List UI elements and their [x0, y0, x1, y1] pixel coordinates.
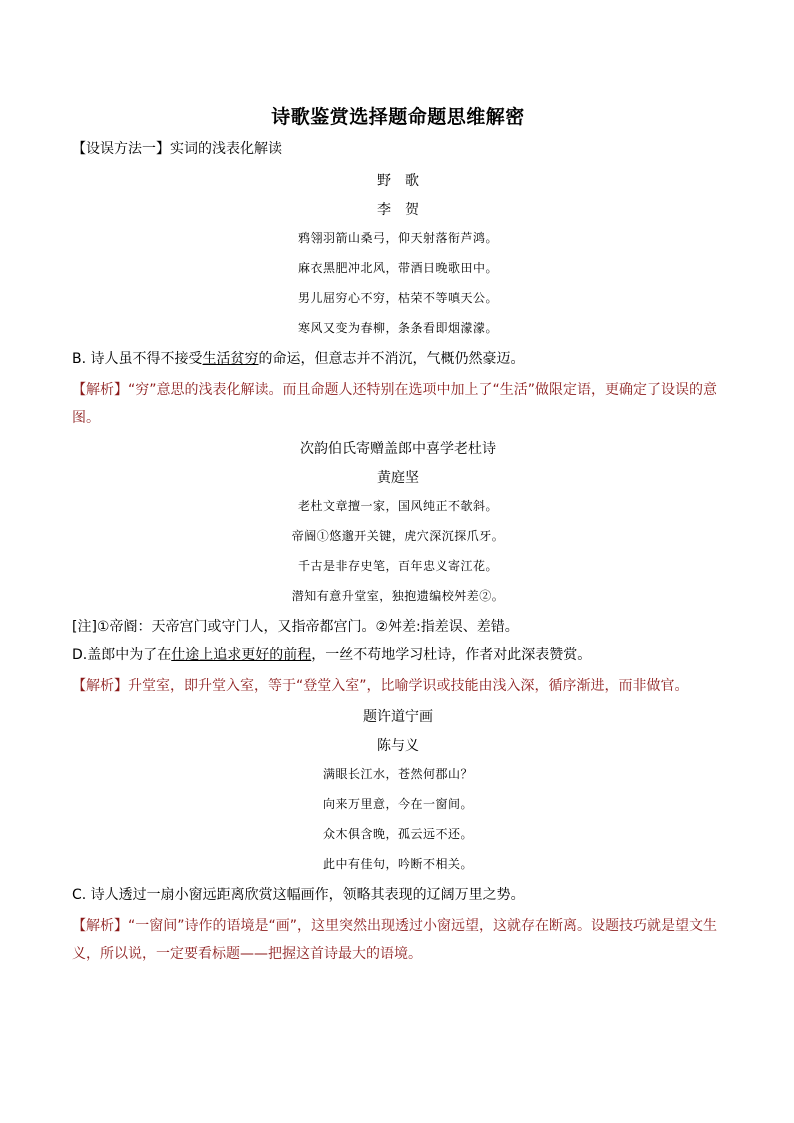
poem-line: 麻衣黑肥冲北风，带酒日晚歌田中。: [297, 261, 498, 275]
answer-option: [72, 644, 724, 666]
option-underlined-text: 生活贫穷: [202, 351, 259, 367]
poem-section-1: [72, 170, 724, 432]
poem-line: 鸦翎羽箭山桑弓，仰天射落衔芦鸿。: [297, 231, 498, 245]
answer-option: [72, 348, 724, 370]
poem-note: [注]①帝阍：天帝宫门或守门人，又指帝都宫门。②舛差:指差误、差错。: [72, 619, 519, 635]
analysis-text: 【解析】“一窗间”诗作的语境是“画”，这里突然出现透过小窗远望，这就存在断离。设题技巧就是望文生义，所以说，一定要看标题——把握这首诗最大的语境。: [72, 918, 718, 962]
option-text: B. 诗人虽不得不接受: [72, 351, 203, 367]
poem-line: 帝阍①悠邈开关键，虎穴深沉探爪牙。: [291, 529, 505, 543]
poem-line: 男儿屈穷心不穷，枯荣不等嗔天公。: [297, 291, 498, 305]
document-content: [72, 102, 724, 974]
analysis-text: 【解析】升堂室，即升堂入室，等于“登堂入室”，比喻学识或技能由浅入深，循序渐进，而非做官。: [72, 678, 689, 694]
poem-title: 题许道宁画: [363, 709, 433, 725]
poem-author: 陈与义: [377, 738, 419, 754]
poem-line: 潜知有意升堂室，独抱遗编校舛差②。: [291, 589, 505, 603]
poem-title: 次韵伯氏寄赠盖郎中喜学老杜诗: [300, 441, 496, 457]
option-text: ，一丝不苟地学习杜诗，作者对此深表赞赏。: [311, 647, 592, 663]
poem-line: 满眼长江水，苍然何郡山？: [322, 767, 473, 781]
option-underlined-text: 仕途上追求更好的前程: [171, 647, 312, 663]
poem-section-3: [72, 706, 724, 968]
poem-line: 此中有佳句，吟断不相关。: [322, 857, 473, 871]
poem-line: 千古是非存史笔，百年忠义寄江花。: [297, 559, 498, 573]
poem-line: 老杜文章擅一家，国风纯正不欹斜。: [297, 499, 498, 513]
method-heading: 【设误方法一】实词的浅表化解读: [72, 141, 282, 157]
poem-line: 众木俱含晚，孤云远不还。: [322, 827, 473, 841]
page-title: 诗歌鉴赏选择题命题思维解密: [271, 106, 525, 128]
poem-section-2: [72, 438, 724, 700]
poem-author: 李 贺: [377, 202, 419, 218]
option-text: D.盖郎中为了在: [72, 647, 172, 663]
analysis-text: 【解析】“穷”意思的浅表化解读。而且命题人还特别在选项中加上了“生活”做限定语，更确定了设误的意图。: [72, 382, 718, 426]
poem-title: 野 歌: [377, 173, 419, 189]
poem-line: 向来万里意，今在一窗间。: [322, 797, 473, 811]
poem-line: 寒风又变为春柳，条条看即烟濛濛。: [297, 321, 498, 335]
option-text: 的命运，但意志并不消沉，气概仍然豪迈。: [258, 351, 525, 367]
answer-option: [72, 884, 724, 906]
poem-author: 黄庭坚: [377, 470, 419, 486]
option-text: C. 诗人透过一扇小窗远距离欣赏这幅画作，领略其表现的辽阔万里之势。: [72, 887, 525, 903]
